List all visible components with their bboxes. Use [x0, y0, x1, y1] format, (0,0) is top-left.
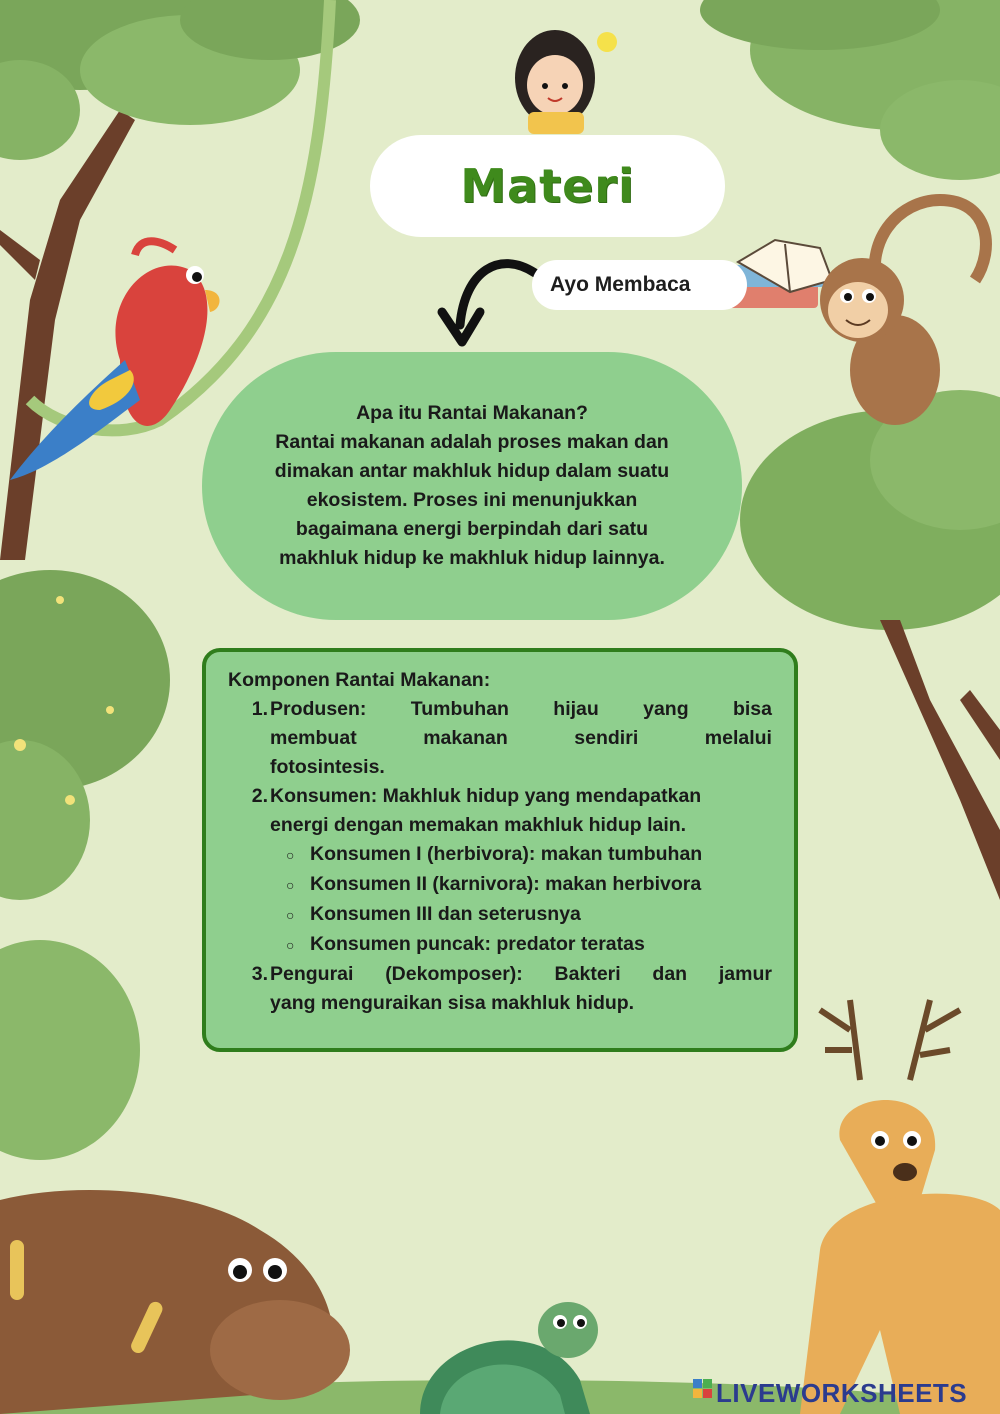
list-text: Konsumen: Makhluk hidup yang mendapatkan [270, 785, 702, 807]
list-number: 2. [251, 785, 268, 807]
list-item-continuation [228, 724, 772, 753]
list-item-konsumen [228, 782, 772, 811]
ayo-membaca-text: Ayo Membaca [550, 273, 691, 296]
sub-list-text: Konsumen II (karnivora): makan herbivora [310, 873, 702, 895]
list-number: 3. [251, 963, 268, 985]
circle-bullet-icon: ○ [286, 847, 295, 863]
hippo-icon [0, 1190, 350, 1414]
word: melalui [704, 727, 772, 749]
components-heading: Komponen Rantai Makanan: [228, 669, 491, 691]
deer-icon [800, 1000, 1000, 1414]
word: yang [643, 698, 689, 720]
word: dan [652, 963, 688, 985]
tree-top-right-icon [700, 0, 1000, 180]
sub-list-item [228, 870, 772, 900]
intro-line: bagaimana energi berpindah dari satu [295, 518, 649, 540]
intro-line: dimakan antar makhluk hidup dalam suatu [274, 460, 670, 482]
list-item-pengurai [228, 960, 772, 989]
intro-panel [202, 352, 742, 620]
intro-line: makhluk hidup ke makhluk hidup lainnya. [279, 547, 665, 569]
sub-list-item [228, 930, 772, 960]
title-pill [370, 135, 725, 237]
bush-left-icon [0, 570, 170, 1160]
liveworksheets-watermark[interactable] [690, 1378, 967, 1409]
curved-arrow-icon [442, 264, 535, 342]
circle-bullet-icon: ○ [286, 937, 295, 953]
word: sendiri [574, 727, 639, 749]
sub-list-item [228, 900, 772, 930]
word: makanan [423, 727, 508, 749]
word: membuat [270, 727, 357, 749]
list-item-continuation: energi dengan memakan makhluk hidup lain. [270, 814, 687, 836]
list-number: 1. [251, 698, 268, 720]
watermark-text: LIVEWORKSHEETS [716, 1378, 968, 1408]
turtle-icon [420, 1302, 598, 1414]
circle-bullet-icon: ○ [286, 877, 295, 893]
word: jamur [718, 963, 772, 985]
word: Tumbuhan [410, 698, 509, 720]
word: hijau [553, 698, 599, 720]
circle-bullet-icon: ○ [286, 907, 295, 923]
word: Produsen: [270, 698, 367, 720]
intro-line: ekosistem. Proses ini menunjukkan [306, 489, 638, 511]
word: bisa [732, 698, 772, 720]
sub-list-text: Konsumen I (herbivora): makan tumbuhan [310, 843, 703, 865]
page-title: Materi [460, 159, 635, 213]
intro-question: Apa itu Rantai Makanan? [356, 402, 588, 424]
sub-list-text: Konsumen III dan seterusnya [310, 903, 581, 925]
list-item-continuation: yang menguraikan sisa makhluk hidup. [270, 992, 635, 1014]
list-item-produsen [228, 695, 772, 724]
components-panel [202, 648, 798, 1052]
word: (Dekomposer): [385, 963, 523, 985]
sub-list-text: Konsumen puncak: predator teratas [310, 933, 645, 955]
list-item-continuation: fotosintesis. [270, 756, 385, 778]
sub-list-item [228, 840, 772, 870]
girl-reading-icon [515, 30, 617, 134]
intro-line: Rantai makanan adalah proses makan dan [275, 431, 669, 453]
word: Bakteri [554, 963, 621, 985]
ayo-membaca-label [532, 260, 747, 310]
word: Pengurai [270, 963, 354, 985]
